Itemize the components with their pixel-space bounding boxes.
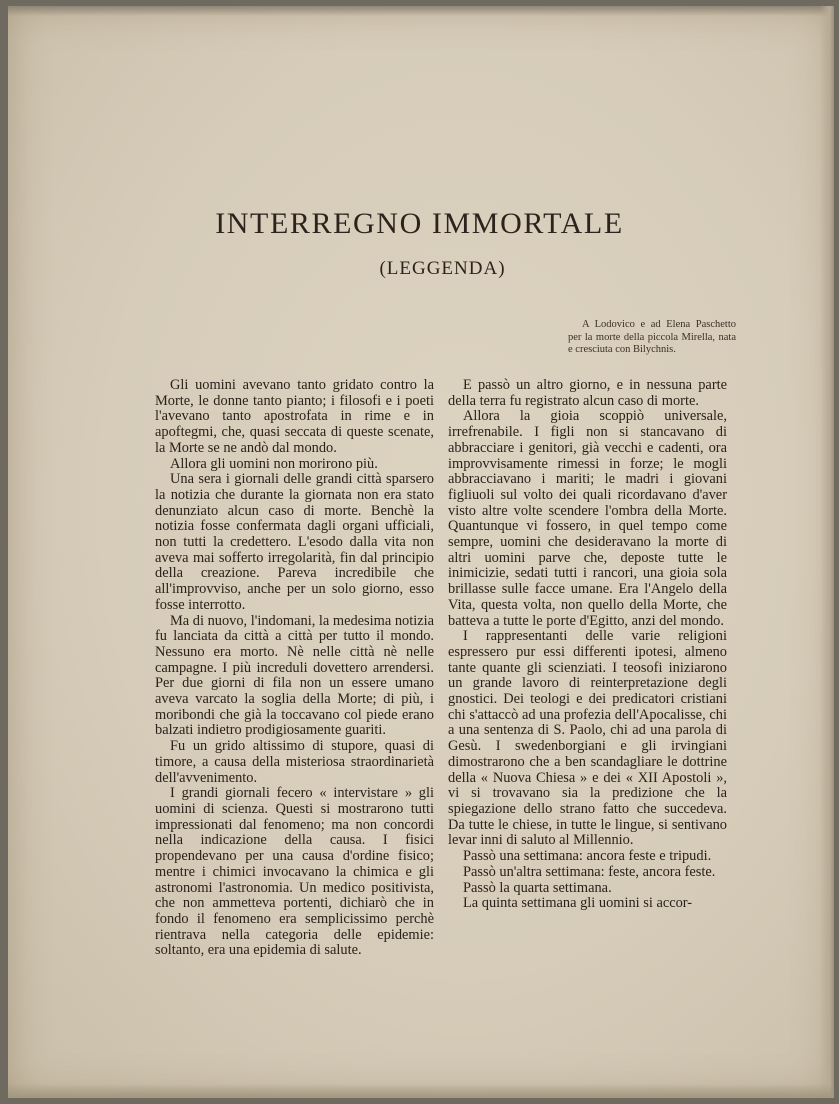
paragraph: I grandi giornali fecero « intervistare » gli uomini di scienza. Questi si mostrarono tutti impressionati dal fenomeno; ma non concordi nella indicazione della causa. I fisici propendevano per una causa d'ordine fisico; mentre i chimici invocavano la chimica e gli astronomi l'astronomia. Un medico positivista, che non ammetteva portenti, dichiarò che in fondo il fenomeno era semplicissimo perchè rientrava nella categoria delle epidemie: soltanto, era una epidemia di salute. — [155, 785, 434, 959]
page-edge-bottom — [8, 1084, 834, 1098]
paragraph: Fu un grido altissimo di stupore, quasi di timore, a causa della misteriosa straordinarietà dell'avvenimento. — [155, 738, 434, 786]
page-edge-right — [820, 6, 834, 1098]
paragraph: La quinta settimana gli uomini si accor- — [463, 895, 693, 912]
page-edge-top — [8, 6, 834, 16]
left-column — [155, 378, 434, 959]
paragraph: Passò una settimana: ancora feste e tripudi. — [463, 848, 712, 865]
article-subtitle: (LEGGENDA) — [379, 258, 506, 279]
paragraph: Passò un'altra settimana: feste, ancora feste. — [463, 863, 716, 880]
paragraph: Ma di nuovo, l'indomani, la medesima notizia fu lanciata da città a città per tutto il mondo. Nessuno era morto. Nè nelle città nè nelle campagne. I più increduli dovettero arrendersi. Per due giorni di fila non un essere umano aveva varcato la soglia della Morte; di più, i moribondi che già la toccavano col piede erano balzati indietro prodigiosamente guariti. — [155, 612, 434, 739]
paragraph: Allora gli uomini non morirono più. — [170, 455, 378, 472]
paragraph: Gli uomini avevano tanto gridato contro la Morte, le donne tanto pianto; i filosofi e i poeti l'avevano tanto apostrofata in rime e in apoftegmi, che, quasi seccata di queste scenate, la Morte se ne andò dal mondo. — [155, 377, 434, 456]
paragraph: E passò un altro giorno, e in nessuna parte della terra fu registrato alcun caso di morte. — [448, 377, 727, 409]
paragraph: Allora la gioia scoppiò universale, irrefrenabile. I figli non si stancavano di abbracciare i genitori, già vecchi e cadenti, ora improvvisamente rimessi in forze; le mogli abbracciavano i mariti; le madri i giovani figliuoli sul volto dei quali ricordavano d'aver visto altre volte scendere l'ombra della Morte. Quantunque vi fossero, in quel tempo come sempre, uomini che desideravano la morte di altri uomini parve che, deposte tutte le inimicizie, sedati tutti i rancori, una gioia sola brillasse sulle facce umane. Era l'Angelo della Vita, questa volta, non quello della Morte, che batteva a tutte le porte d'Egitto, anzi del mondo. — [448, 408, 727, 629]
paragraph: Passò la quarta settimana. — [463, 879, 612, 896]
dedication: A Lodovico e ad Elena Paschetto per la morte della piccola Mirella, nata e cresciuta con Bilychnis. — [568, 319, 736, 355]
paragraph: Una sera i giornali delle grandi città sparsero la notizia che durante la giornata non era stato denunziato alcun caso di morte. Benchè la notizia fosse confermata dagli organi ufficiali, non tutti la credettero. L'esodo dalla vita non aveva mai sofferto irregolarità, fin dal principio della creazione. Pareva incredibile che all'improvviso, anche per un solo giorno, esso fosse interrotto. — [155, 471, 434, 613]
paragraph: I rappresentanti delle varie religioni espressero pur essi differenti ipotesi, almeno tante quante gli scienziati. I teosofi iniziarono un grande lavoro di reinterpretazione degli gnostici. Dei teologi e dei predicatori cristiani chi s'attaccò ad una profezia dell'Apocalisse, chi a una sentenza di S. Paolo, chi ad una parola di Gesù. I swedenborgiani e gli irvingiani dimostrarono che a ben scandagliare le dottrine della « Nuova Chiesa » e dei « XII Apostoli », vi si trovavano sia la predizione che la spiegazione dello strano fatto che succedeva. Da tutte le chiese, in tutte le lingue, si sentivano levar inni di saluto al Millennio. — [448, 628, 727, 849]
article-title: INTERREGNO IMMORTALE — [215, 207, 624, 240]
right-column — [448, 378, 727, 912]
